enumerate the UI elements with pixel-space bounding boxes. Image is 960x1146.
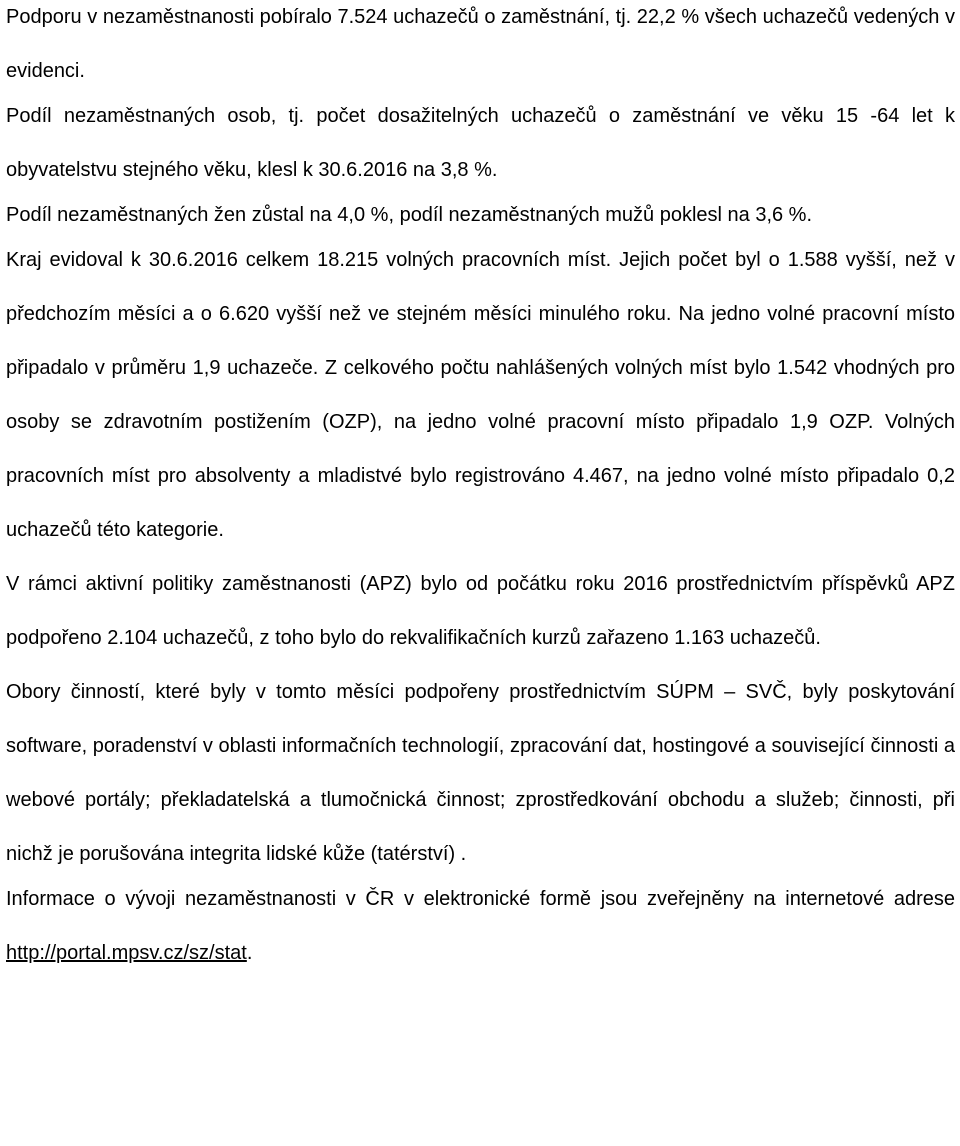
paragraph-job-vacancies: Kraj evidoval k 30.6.2016 celkem 18.215 volných pracovních míst. Jejich počet byl o 1.588 vyšší, než v předchozím měsíci a o 6.620 vyšší než ve stejném měsíci minulého roku. Na jedno volné pracovní místo připadalo v průměru 1,9 uchazeče. Z celkového počtu nahlášených volných míst bylo 1.542 vhodných pro osoby se zdravotním postižením (OZP), na jedno volné pracovní místo připadalo 1,9 OZP. Volných pracovních míst pro absolventy a mladistvé bylo registrováno 4.467, na jedno volné místo připadalo 0,2 uchazečů této kategorie. [6, 249, 955, 541]
paragraph-benefits: Podporu v nezaměstnanosti pobíralo 7.524 uchazečů o zaměstnání, tj. 22,2 % všech uchazečů vedených v evidenci. [6, 6, 955, 82]
paragraph-supm-fields: Obory činností, které byly v tomto měsíci podpořeny prostřednictvím SÚPM – SVČ, byly poskytování software, poradenství v oblasti informačních technologií, zpracování dat, hostingové a související činnosti a webové portály; překladatelská a tlumočnická činnost; zprostředkování obchodu a služeb; činnosti, při nichž je porušována integrita lidské kůže (tatérství) . [6, 681, 955, 865]
document-page [6, 0, 955, 980]
paragraph-women-men-share: Podíl nezaměstnaných žen zůstal na 4,0 %, podíl nezaměstnaných mužů poklesl na 3,6 %. [6, 204, 813, 226]
information-trailing: . [246, 942, 253, 964]
paragraph-apz: V rámci aktivní politiky zaměstnanosti (APZ) bylo od počátku roku 2016 prostřednictvím příspěvků APZ podpořeno 2.104 uchazečů, z toho bylo do rekvalifikačních kurzů zařazeno 1.163 uchazečů. [6, 573, 955, 649]
statistics-link[interactable]: http://portal.mpsv.cz/sz/stat [6, 942, 247, 964]
paragraph-unemployment-share: Podíl nezaměstnaných osob, tj. počet dosažitelných uchazečů o zaměstnání ve věku 15 -64 let k obyvatelstvu stejného věku, klesl k 30.6.2016 na 3,8 %. [6, 105, 955, 181]
paragraph-information [6, 872, 955, 980]
information-text: Informace o vývoji nezaměstnanosti v ČR v elektronické formě jsou zveřejněny na internetové adrese [6, 888, 955, 910]
